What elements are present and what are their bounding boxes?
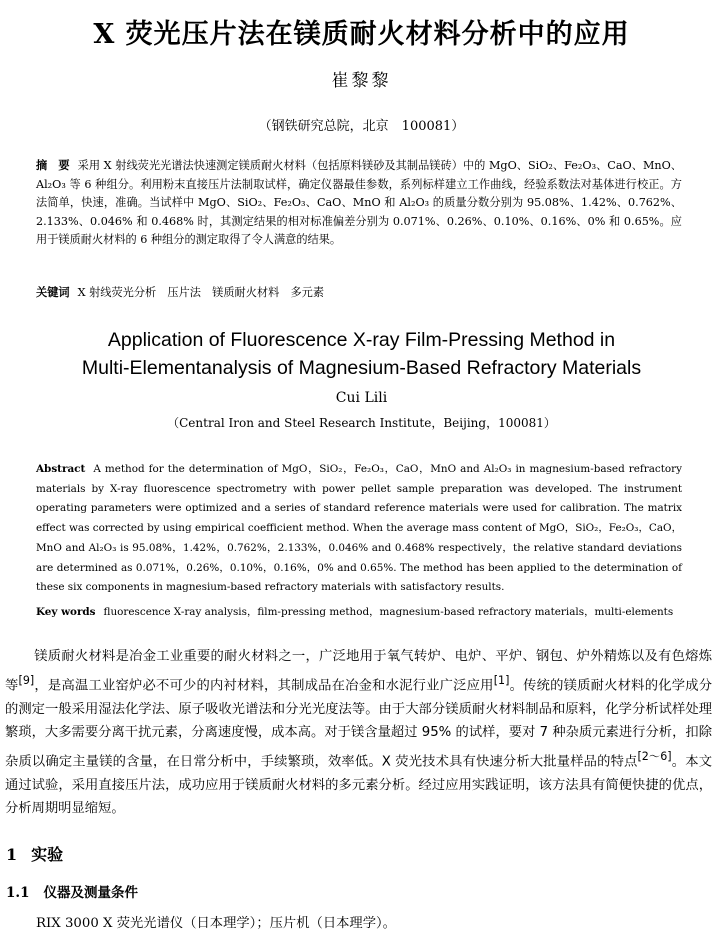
keywords-en-text: fluorescence X-ray analysis，film-pressing method，magnesium-based refractory materials，multi-elements (103, 606, 674, 618)
keywords-cn-text: X 射线荧光分析 压片法 镁质耐火材料 多元素 (77, 286, 325, 299)
keywords-cn-label: 关键词 (36, 286, 70, 299)
paper-title-en-line2: Multi-Elementanalysis of Magnesium-Based Refractory Materials (81, 357, 642, 379)
subsection-title: 仪器及测量条件 (43, 885, 138, 901)
abstract-en (36, 460, 682, 598)
intro-paragraph (5, 645, 712, 821)
paper-title-cn: X 荧光压片法在镁质耐火材料分析中的应用 (93, 19, 630, 50)
subsection-heading-1-1 (6, 881, 138, 901)
section-title: 实验 (31, 845, 64, 864)
abstract-en-label: Abstract (36, 463, 86, 475)
citation-ref: [1] (493, 673, 510, 687)
paper-title-en-line1: Application of Fluorescence X-ray Film-Pressing Method in (107, 329, 616, 351)
citation-ref: [2～6] (637, 749, 672, 763)
abstract-cn (36, 157, 682, 250)
subsection-number: 1.1 (6, 885, 30, 901)
abstract-en-text: A method for the determination of MgO，SiO₂，Fe₂O₃，CaO，MnO and Al₂O₃ in magnesium-based refractory materials by X-ray fluorescence spectrometry with power pellet sample preparation was developed. The instrument operating parameters were optimized and a series of standard reference materials were used for calibration. The matrix effect was corrected by using empirical coefficient method. When the average mass content of MgO，SiO₂，Fe₂O₃，CaO，MnO and Al₂O₃ is 95.08%，1.42%，0.762%，2.133%，0.046% and 0.468% respectively，the relative standard deviations are determined as 0.071%，0.26%，0.10%，0.16%，0% and 0.65%. The method has been applied to the determination of these six components in magnesium-based refractory materials with satisfactory results. (36, 463, 682, 594)
intro-text-3: 。传统的镁质耐火材料的化学成分的测定一般采用湿法化学法、原子吸收光谱法和分光光度法等。由于大部分镁质耐火材料制品和原料，化学分析试样处理繁琐，大多需要分离干扰元素，分离速度慢，成本高。对于镁含量超过 95% 的试样，要对 7 种杂质元素进行分析，扣除杂质以确定主量镁的含量，在日常分析中，手续繁琐，效率低。X 荧光技术具有快速分析大批量样品的特点 (5, 678, 713, 770)
author-cn: 崔黎黎 (331, 71, 392, 91)
instrument-line: RIX 3000 X 荧光光谱仪（日本理学）；压片机（日本理学）。 (36, 916, 396, 931)
intro-text-4: 。本文通过试验，采用直接压片法，成功应用于镁质耐火材料的多元素分析。经过应用实践证明，该方法具有简便快捷的优点，分析周期明显缩短。 (5, 754, 712, 817)
citation-ref: [9] (18, 673, 35, 687)
section-heading-1 (6, 842, 63, 865)
intro-text-1: 镁质耐火材料是冶金工业重要的耐火材料之一，广泛地用于氧气转炉、电炉、平炉、钢包、炉外精炼以及有色熔炼等 (5, 649, 712, 694)
affiliation-en: （Central Iron and Steel Research Institute，Beijing，100081） (167, 416, 556, 430)
abstract-cn-text: 采用 X 射线荧光光谱法快速测定镁质耐火材料（包括原料镁砂及其制品镁砖）中的 MgO、SiO₂、Fe₂O₃、CaO、MnO、Al₂O₃ 等 6 种组分。利用粉末直接压片法制取试样，确定仪器最佳参数，系列标样建立工作曲线，经验系数法对基体进行校正。方法简单，快速，准确。当试样中 MgO、SiO₂、Fe₂O₃、CaO、MnO 和 Al₂O₃ 的质量分数分别为 95.08%、1.42%、0.762%、2.133%、0.046% 和 0.468% 时，其测定结果的相对标准偏差分别为 0.071%、0.26%、0.10%、0.16%、0% 和 0.65%。应用于镁质耐火材料的 6 种组分的测定取得了令人满意的结果。 (36, 159, 682, 247)
affiliation-cn: （钢铁研究总院，北京 100081） (258, 119, 465, 134)
paper-title-en (0, 326, 723, 382)
intro-text-2: ，是高温工业窑炉必不可少的内衬材料，其制成品在冶金和水泥行业广泛应用 (34, 678, 494, 694)
keywords-en (36, 603, 696, 621)
author-en: Cui Lili (335, 390, 388, 406)
keywords-en-label: Key words (36, 606, 96, 618)
keywords-cn (36, 284, 682, 302)
abstract-cn-label: 摘 要 (36, 159, 70, 172)
section-number: 1 (6, 845, 18, 864)
